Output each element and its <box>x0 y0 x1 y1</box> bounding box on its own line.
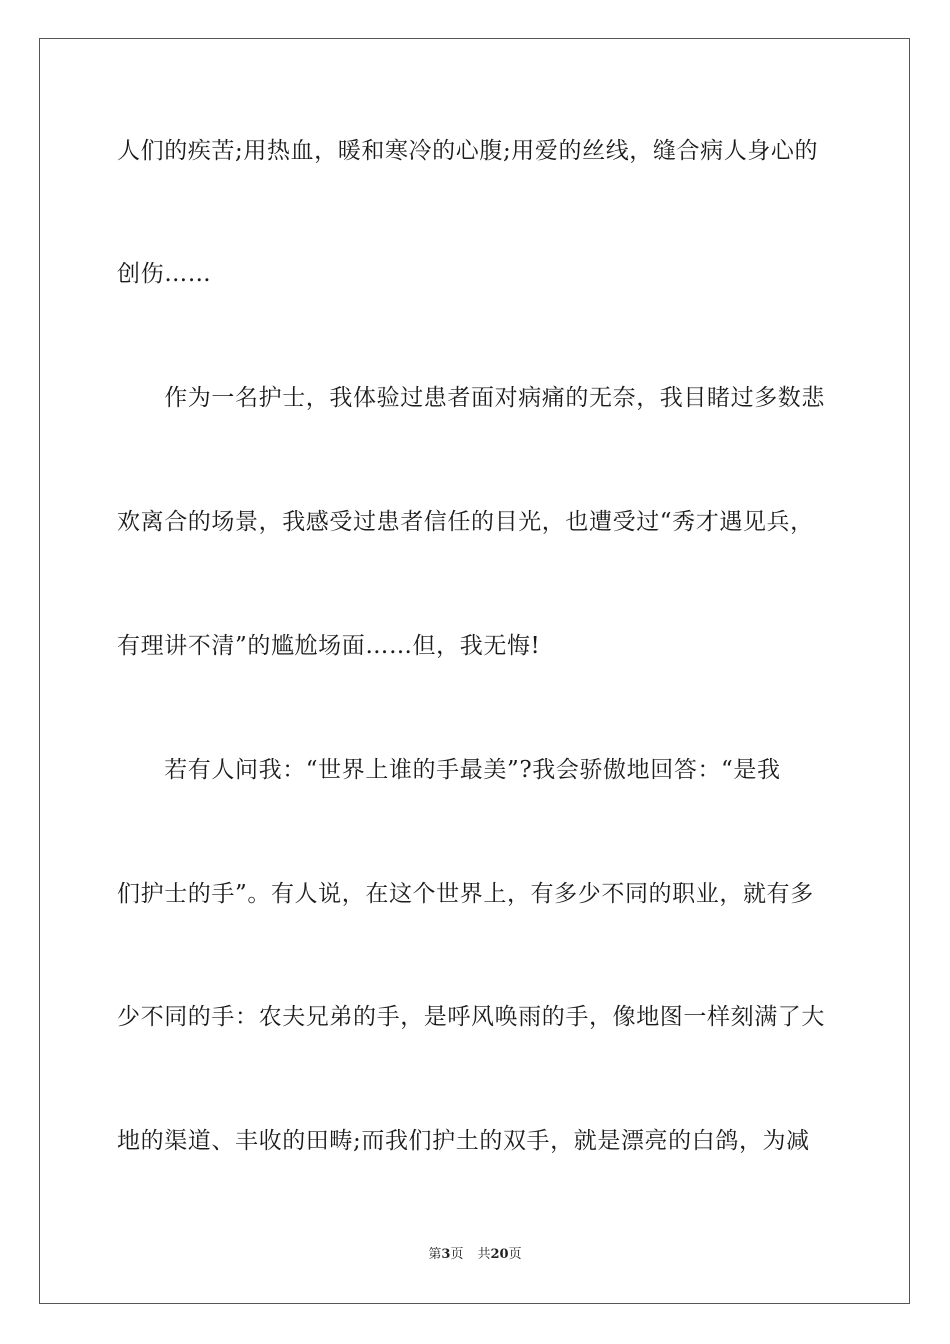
text-line: 人们的疾苦;用热血，暖和寒冷的心腹;用爱的丝线，缝合病人身心的 <box>117 138 819 164</box>
text-line: 地的渠道、丰收的田畴;而我们护土的双手，就是漂亮的白鸽，为减 <box>117 1128 810 1154</box>
text-line: 们护士的手”。有人说，在这个世界上，有多少不同的职业，就有多 <box>117 881 814 907</box>
page-border <box>39 38 910 1304</box>
total-prefix: 共 <box>477 1247 491 1262</box>
page-prefix: 第 <box>428 1247 442 1262</box>
text-line: 有理讲不清”的尴尬场面……但，我无悔! <box>117 633 541 659</box>
page-suffix: 页 <box>450 1247 464 1262</box>
total-suffix: 页 <box>508 1247 522 1262</box>
total-pages: 20 <box>490 1247 509 1262</box>
text-line: 欢离合的场景，我感受过患者信任的目光，也遭受过“秀才遇见兵， <box>117 509 814 535</box>
page-footer <box>0 1246 950 1264</box>
text-line: 创伤…… <box>117 261 212 287</box>
text-line: 若有人问我：“世界上谁的手最美”?我会骄傲地回答：“是我 <box>117 757 781 783</box>
page-number: 3 <box>441 1247 451 1262</box>
text-line: 作为一名护士，我体验过患者面对病痛的无奈，我目睹过多数悲 <box>117 385 825 411</box>
text-line: 少不同的手：农夫兄弟的手，是呼风唤雨的手，像地图一样刻满了大 <box>117 1004 825 1030</box>
